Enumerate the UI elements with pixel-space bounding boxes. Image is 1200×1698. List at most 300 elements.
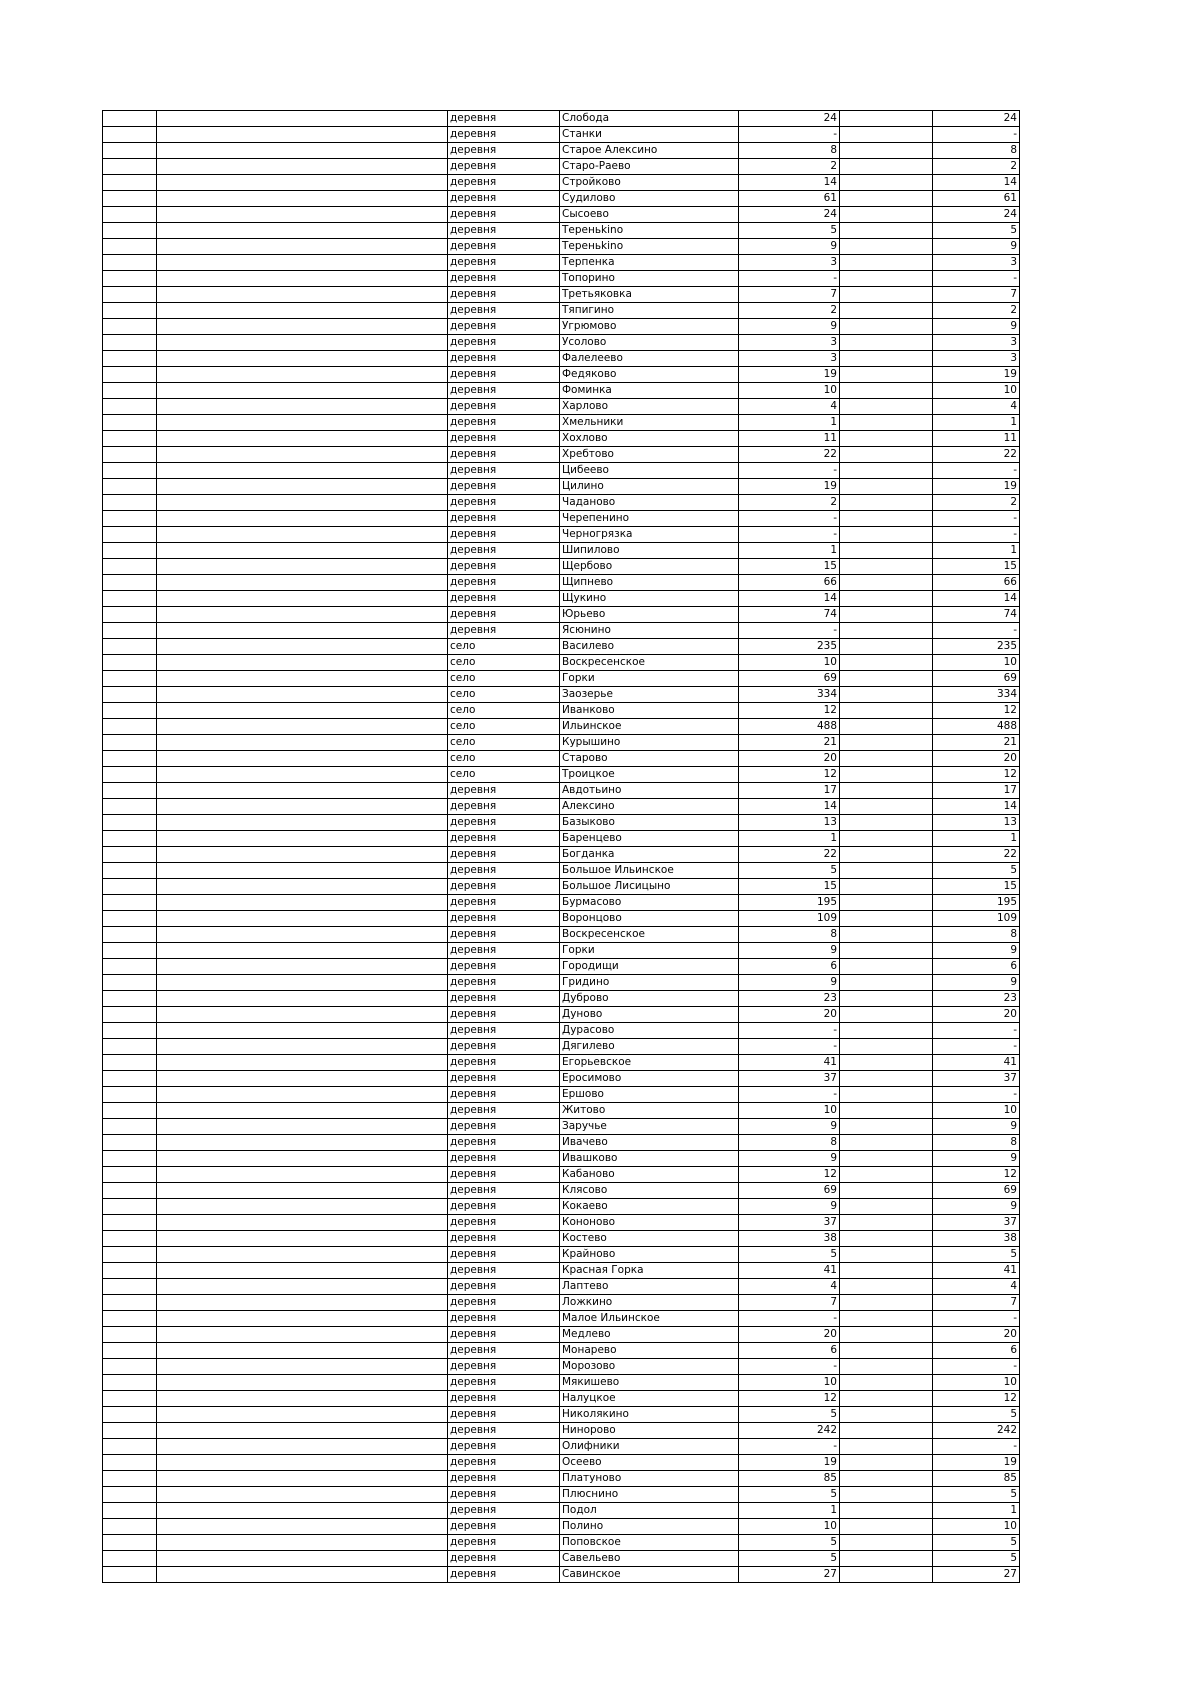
total-count-cell: 8	[739, 927, 840, 943]
settlement-name-cell: Усолово	[560, 335, 739, 351]
empty-cell	[103, 1295, 157, 1311]
settlement-name-cell: Налуцкое	[560, 1391, 739, 1407]
settlement-type-cell: деревня	[448, 1151, 560, 1167]
table-row	[103, 1023, 1020, 1039]
settlement-type-cell: деревня	[448, 815, 560, 831]
value-count-cell: 9	[933, 975, 1020, 991]
empty-cell	[157, 799, 448, 815]
settlement-name-cell: Старое Алексино	[560, 143, 739, 159]
empty-cell	[840, 1215, 933, 1231]
table-row	[103, 447, 1020, 463]
settlement-type-cell: деревня	[448, 1199, 560, 1215]
total-count-cell: 12	[739, 1391, 840, 1407]
settlement-type-cell: деревня	[448, 495, 560, 511]
empty-cell	[840, 1471, 933, 1487]
empty-cell	[157, 1439, 448, 1455]
total-count-cell: 19	[739, 1455, 840, 1471]
settlement-name-cell: Алексино	[560, 799, 739, 815]
settlement-type-cell: деревня	[448, 1519, 560, 1535]
value-count-cell: 2	[933, 303, 1020, 319]
value-count-cell: 334	[933, 687, 1020, 703]
settlement-type-cell: деревня	[448, 783, 560, 799]
empty-cell	[840, 191, 933, 207]
settlement-name-cell: Еросимово	[560, 1071, 739, 1087]
table-row	[103, 1231, 1020, 1247]
settlement-name-cell: Слобода	[560, 111, 739, 127]
empty-cell	[103, 303, 157, 319]
settlement-type-cell: деревня	[448, 1535, 560, 1551]
value-count-cell: -	[933, 1087, 1020, 1103]
empty-cell	[103, 1551, 157, 1567]
total-count-cell: 242	[739, 1423, 840, 1439]
settlement-name-cell: Щербово	[560, 559, 739, 575]
settlement-type-cell: деревня	[448, 351, 560, 367]
empty-cell	[103, 1199, 157, 1215]
table-row	[103, 831, 1020, 847]
settlement-name-cell: Чаданово	[560, 495, 739, 511]
settlement-name-cell: Ивачево	[560, 1135, 739, 1151]
value-count-cell: 38	[933, 1231, 1020, 1247]
table-row	[103, 1103, 1020, 1119]
empty-cell	[840, 1199, 933, 1215]
value-count-cell: 37	[933, 1215, 1020, 1231]
empty-cell	[840, 1247, 933, 1263]
value-count-cell: 3	[933, 255, 1020, 271]
total-count-cell: 14	[739, 799, 840, 815]
empty-cell	[840, 255, 933, 271]
value-count-cell: 12	[933, 703, 1020, 719]
empty-cell	[157, 127, 448, 143]
settlement-type-cell: деревня	[448, 159, 560, 175]
empty-cell	[103, 1519, 157, 1535]
total-count-cell: 15	[739, 879, 840, 895]
settlement-type-cell: деревня	[448, 1023, 560, 1039]
settlement-name-cell: Кабаново	[560, 1167, 739, 1183]
empty-cell	[157, 1071, 448, 1087]
table-row	[103, 1311, 1020, 1327]
value-count-cell: 235	[933, 639, 1020, 655]
table-row	[103, 607, 1020, 623]
value-count-cell: 6	[933, 1343, 1020, 1359]
empty-cell	[103, 655, 157, 671]
settlement-name-cell: Кокаево	[560, 1199, 739, 1215]
table-row	[103, 879, 1020, 895]
settlement-name-cell: Черепенино	[560, 511, 739, 527]
total-count-cell: 7	[739, 1295, 840, 1311]
settlement-type-cell: деревня	[448, 511, 560, 527]
total-count-cell: 2	[739, 303, 840, 319]
settlement-type-cell: деревня	[448, 1135, 560, 1151]
empty-cell	[840, 671, 933, 687]
value-count-cell: 23	[933, 991, 1020, 1007]
value-count-cell: 7	[933, 1295, 1020, 1311]
empty-cell	[840, 735, 933, 751]
empty-cell	[840, 495, 933, 511]
table-row	[103, 495, 1020, 511]
value-count-cell: 3	[933, 351, 1020, 367]
value-count-cell: -	[933, 127, 1020, 143]
settlement-name-cell: Ивашково	[560, 1151, 739, 1167]
table-row	[103, 463, 1020, 479]
total-count-cell: 5	[739, 223, 840, 239]
settlement-name-cell: Цилино	[560, 479, 739, 495]
settlement-name-cell: Фалелеево	[560, 351, 739, 367]
empty-cell	[157, 1295, 448, 1311]
value-count-cell: -	[933, 1311, 1020, 1327]
empty-cell	[840, 1295, 933, 1311]
table-row	[103, 287, 1020, 303]
total-count-cell: -	[739, 1311, 840, 1327]
value-count-cell: -	[933, 463, 1020, 479]
value-count-cell: 1	[933, 543, 1020, 559]
empty-cell	[840, 415, 933, 431]
total-count-cell: 69	[739, 1183, 840, 1199]
settlement-name-cell: Житово	[560, 1103, 739, 1119]
empty-cell	[103, 1135, 157, 1151]
empty-cell	[103, 431, 157, 447]
settlement-name-cell: Ершово	[560, 1087, 739, 1103]
empty-cell	[157, 911, 448, 927]
settlement-name-cell: Юрьево	[560, 607, 739, 623]
settlement-type-cell: деревня	[448, 175, 560, 191]
total-count-cell: 1	[739, 543, 840, 559]
total-count-cell: -	[739, 127, 840, 143]
empty-cell	[840, 383, 933, 399]
value-count-cell: 10	[933, 655, 1020, 671]
total-count-cell: 41	[739, 1055, 840, 1071]
table-row	[103, 847, 1020, 863]
table-row	[103, 783, 1020, 799]
table-row	[103, 975, 1020, 991]
settlement-name-cell: Щипнево	[560, 575, 739, 591]
total-count-cell: 69	[739, 671, 840, 687]
empty-cell	[840, 639, 933, 655]
empty-cell	[157, 1231, 448, 1247]
empty-cell	[103, 143, 157, 159]
value-count-cell: 74	[933, 607, 1020, 623]
table-row	[103, 1263, 1020, 1279]
table-row	[103, 1167, 1020, 1183]
settlement-name-cell: Николякино	[560, 1407, 739, 1423]
empty-cell	[103, 1023, 157, 1039]
empty-cell	[103, 1151, 157, 1167]
empty-cell	[840, 111, 933, 127]
empty-cell	[103, 623, 157, 639]
settlement-type-cell: деревня	[448, 1407, 560, 1423]
settlement-name-cell: Дуново	[560, 1007, 739, 1023]
settlement-type-cell: село	[448, 639, 560, 655]
empty-cell	[840, 175, 933, 191]
empty-cell	[157, 879, 448, 895]
empty-cell	[840, 847, 933, 863]
empty-cell	[157, 1023, 448, 1039]
table-row	[103, 1391, 1020, 1407]
settlement-type-cell: деревня	[448, 1487, 560, 1503]
value-count-cell: 8	[933, 1135, 1020, 1151]
value-count-cell: 2	[933, 159, 1020, 175]
empty-cell	[103, 127, 157, 143]
settlement-name-cell: Осеево	[560, 1455, 739, 1471]
settlement-type-cell: деревня	[448, 575, 560, 591]
empty-cell	[840, 559, 933, 575]
value-count-cell: 10	[933, 1519, 1020, 1535]
empty-cell	[157, 991, 448, 1007]
settlement-name-cell: Гридино	[560, 975, 739, 991]
settlement-name-cell: Харлово	[560, 399, 739, 415]
table-row	[103, 1359, 1020, 1375]
settlement-name-cell: Хребтово	[560, 447, 739, 463]
value-count-cell: 4	[933, 1279, 1020, 1295]
settlement-type-cell: деревня	[448, 911, 560, 927]
settlement-type-cell: деревня	[448, 559, 560, 575]
empty-cell	[840, 1375, 933, 1391]
value-count-cell: 2	[933, 495, 1020, 511]
empty-cell	[103, 191, 157, 207]
settlement-type-cell: деревня	[448, 303, 560, 319]
empty-cell	[157, 1455, 448, 1471]
empty-cell	[840, 1007, 933, 1023]
empty-cell	[103, 607, 157, 623]
empty-cell	[157, 1519, 448, 1535]
total-count-cell: 9	[739, 1199, 840, 1215]
total-count-cell: 9	[739, 1119, 840, 1135]
value-count-cell: 5	[933, 1551, 1020, 1567]
settlement-name-cell: Федяково	[560, 367, 739, 383]
value-count-cell: -	[933, 511, 1020, 527]
table-row	[103, 655, 1020, 671]
empty-cell	[157, 1279, 448, 1295]
empty-cell	[840, 1087, 933, 1103]
total-count-cell: 9	[739, 239, 840, 255]
empty-cell	[157, 1423, 448, 1439]
total-count-cell: 1	[739, 415, 840, 431]
settlement-type-cell: деревня	[448, 447, 560, 463]
empty-cell	[157, 1007, 448, 1023]
empty-cell	[103, 1055, 157, 1071]
settlement-type-cell: деревня	[448, 1311, 560, 1327]
total-count-cell: 2	[739, 159, 840, 175]
empty-cell	[840, 591, 933, 607]
empty-cell	[157, 831, 448, 847]
value-count-cell: 242	[933, 1423, 1020, 1439]
settlement-name-cell: Третьяковка	[560, 287, 739, 303]
settlement-name-cell: Богданка	[560, 847, 739, 863]
empty-cell	[157, 943, 448, 959]
settlement-type-cell: деревня	[448, 799, 560, 815]
value-count-cell: 27	[933, 1567, 1020, 1583]
empty-cell	[840, 1103, 933, 1119]
empty-cell	[157, 703, 448, 719]
total-count-cell: 20	[739, 1007, 840, 1023]
empty-cell	[157, 223, 448, 239]
value-count-cell: 5	[933, 1407, 1020, 1423]
settlement-name-cell: Дуброво	[560, 991, 739, 1007]
empty-cell	[840, 271, 933, 287]
empty-cell	[840, 1327, 933, 1343]
settlement-type-cell: деревня	[448, 127, 560, 143]
empty-cell	[103, 543, 157, 559]
value-count-cell: 7	[933, 287, 1020, 303]
empty-cell	[103, 1311, 157, 1327]
settlement-name-cell: Городищи	[560, 959, 739, 975]
settlement-name-cell: Подол	[560, 1503, 739, 1519]
empty-cell	[103, 383, 157, 399]
empty-cell	[840, 1455, 933, 1471]
settlement-type-cell: деревня	[448, 1055, 560, 1071]
empty-cell	[157, 1407, 448, 1423]
total-count-cell: 37	[739, 1215, 840, 1231]
total-count-cell: 6	[739, 1343, 840, 1359]
settlement-type-cell: деревня	[448, 1359, 560, 1375]
total-count-cell: 12	[739, 1167, 840, 1183]
settlement-name-cell: Стройково	[560, 175, 739, 191]
empty-cell	[103, 159, 157, 175]
empty-cell	[157, 415, 448, 431]
value-count-cell: 8	[933, 927, 1020, 943]
empty-cell	[103, 687, 157, 703]
empty-cell	[103, 879, 157, 895]
settlement-type-cell: деревня	[448, 319, 560, 335]
settlement-type-cell: деревня	[448, 1343, 560, 1359]
empty-cell	[103, 351, 157, 367]
empty-cell	[840, 1535, 933, 1551]
empty-cell	[103, 1423, 157, 1439]
value-count-cell: 85	[933, 1471, 1020, 1487]
empty-cell	[103, 735, 157, 751]
empty-cell	[157, 1151, 448, 1167]
empty-cell	[157, 1311, 448, 1327]
table-row	[103, 303, 1020, 319]
settlements-table	[102, 110, 1020, 1583]
empty-cell	[103, 895, 157, 911]
table-row	[103, 927, 1020, 943]
empty-cell	[103, 511, 157, 527]
table-row	[103, 207, 1020, 223]
total-count-cell: 488	[739, 719, 840, 735]
settlement-type-cell: деревня	[448, 479, 560, 495]
empty-cell	[103, 975, 157, 991]
empty-cell	[103, 1359, 157, 1375]
empty-cell	[157, 527, 448, 543]
empty-cell	[103, 703, 157, 719]
settlement-type-cell: деревня	[448, 287, 560, 303]
value-count-cell: -	[933, 1039, 1020, 1055]
empty-cell	[157, 447, 448, 463]
total-count-cell: 9	[739, 1151, 840, 1167]
empty-cell	[840, 1391, 933, 1407]
empty-cell	[103, 1087, 157, 1103]
empty-cell	[103, 799, 157, 815]
settlement-name-cell: Терпенка	[560, 255, 739, 271]
settlement-name-cell: Ильинское	[560, 719, 739, 735]
settlement-type-cell: деревня	[448, 1071, 560, 1087]
total-count-cell: -	[739, 623, 840, 639]
value-count-cell: 15	[933, 559, 1020, 575]
value-count-cell: 10	[933, 1103, 1020, 1119]
empty-cell	[840, 1119, 933, 1135]
value-count-cell: 19	[933, 367, 1020, 383]
table-row	[103, 159, 1020, 175]
empty-cell	[157, 735, 448, 751]
total-count-cell: 8	[739, 1135, 840, 1151]
table-row	[103, 1551, 1020, 1567]
empty-cell	[157, 1247, 448, 1263]
total-count-cell: 5	[739, 1407, 840, 1423]
settlement-name-cell: Курышино	[560, 735, 739, 751]
total-count-cell: 4	[739, 1279, 840, 1295]
table-row	[103, 1215, 1020, 1231]
value-count-cell: 8	[933, 143, 1020, 159]
empty-cell	[157, 1263, 448, 1279]
empty-cell	[840, 127, 933, 143]
settlement-type-cell: деревня	[448, 1503, 560, 1519]
table-row	[103, 111, 1020, 127]
empty-cell	[103, 415, 157, 431]
total-count-cell: 24	[739, 207, 840, 223]
value-count-cell: 9	[933, 239, 1020, 255]
total-count-cell: 10	[739, 1103, 840, 1119]
empty-cell	[103, 831, 157, 847]
table-row	[103, 1119, 1020, 1135]
value-count-cell: 5	[933, 1247, 1020, 1263]
table-row	[103, 703, 1020, 719]
settlement-name-cell: Шипилово	[560, 543, 739, 559]
empty-cell	[103, 1263, 157, 1279]
value-count-cell: -	[933, 623, 1020, 639]
table-row	[103, 1295, 1020, 1311]
empty-cell	[840, 1183, 933, 1199]
settlement-name-cell: Тяпигино	[560, 303, 739, 319]
settlement-name-cell: Фоминка	[560, 383, 739, 399]
settlement-type-cell: село	[448, 703, 560, 719]
table-row	[103, 719, 1020, 735]
settlement-name-cell: Старо-Раево	[560, 159, 739, 175]
empty-cell	[103, 399, 157, 415]
empty-cell	[103, 1535, 157, 1551]
empty-cell	[840, 1359, 933, 1375]
empty-cell	[103, 1503, 157, 1519]
total-count-cell: 23	[739, 991, 840, 1007]
table-row	[103, 175, 1020, 191]
table-row	[103, 943, 1020, 959]
empty-cell	[103, 367, 157, 383]
empty-cell	[840, 991, 933, 1007]
total-count-cell: 9	[739, 975, 840, 991]
empty-cell	[103, 271, 157, 287]
empty-cell	[840, 1279, 933, 1295]
empty-cell	[103, 1375, 157, 1391]
settlement-name-cell: Тереньkino	[560, 223, 739, 239]
table-row	[103, 1327, 1020, 1343]
empty-cell	[840, 1487, 933, 1503]
empty-cell	[840, 1407, 933, 1423]
total-count-cell: 66	[739, 575, 840, 591]
settlement-type-cell: деревня	[448, 1119, 560, 1135]
empty-cell	[157, 863, 448, 879]
settlement-name-cell: Станки	[560, 127, 739, 143]
empty-cell	[840, 1151, 933, 1167]
empty-cell	[103, 255, 157, 271]
settlement-type-cell: деревня	[448, 847, 560, 863]
total-count-cell: 235	[739, 639, 840, 655]
total-count-cell: -	[739, 1039, 840, 1055]
settlement-name-cell: Ясюнино	[560, 623, 739, 639]
settlement-type-cell: деревня	[448, 335, 560, 351]
empty-cell	[840, 1167, 933, 1183]
total-count-cell: 19	[739, 479, 840, 495]
settlement-type-cell: деревня	[448, 1471, 560, 1487]
settlement-name-cell: Савинское	[560, 1567, 739, 1583]
